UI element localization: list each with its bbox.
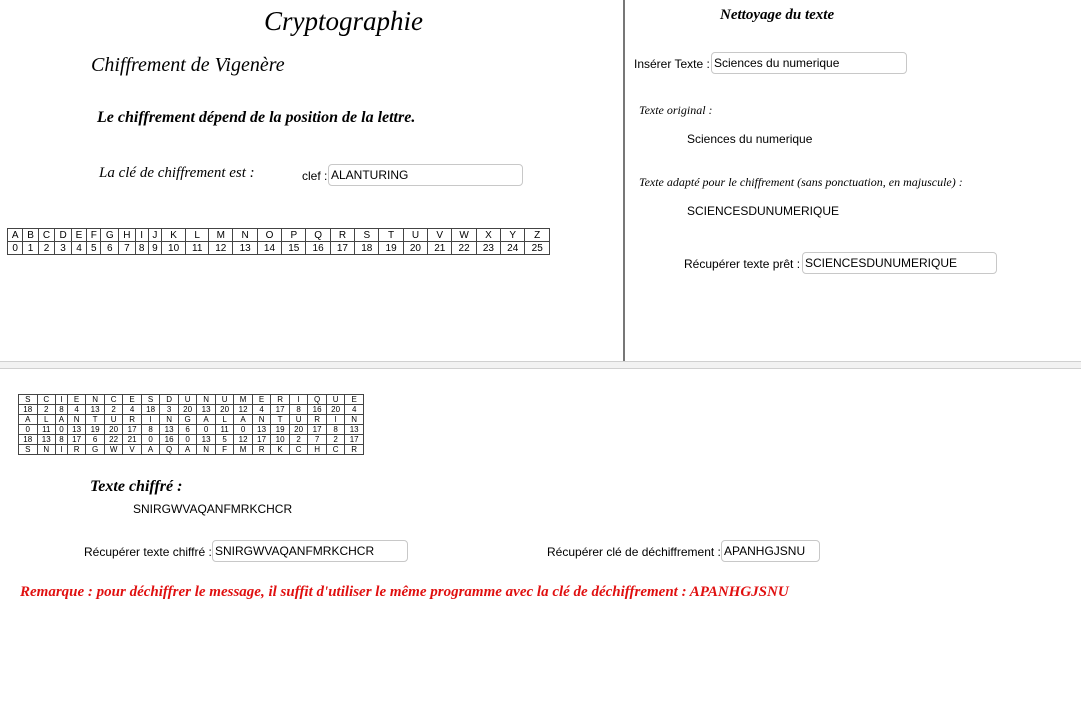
alphabet-letter-cell: R — [330, 229, 354, 242]
cipher-table-cell: 20 — [178, 405, 197, 415]
cipher-table-cell: Q — [160, 445, 179, 455]
cipher-table-cell: I — [56, 445, 68, 455]
cipher-table-cell: A — [197, 415, 216, 425]
alphabet-number-cell: 19 — [379, 242, 403, 255]
alphabet-letter-cell: A — [8, 229, 23, 242]
cipher-table-cell: G — [178, 415, 197, 425]
alphabet-letter-cell: W — [452, 229, 476, 242]
cipher-table-cell: E — [345, 395, 364, 405]
cipher-table-cell: R — [67, 445, 86, 455]
cipher-table-cell: N — [197, 395, 216, 405]
alphabet-numbers-row — [8, 242, 550, 255]
alphabet-number-cell: 21 — [428, 242, 452, 255]
cipher-table-cell: 17 — [252, 435, 271, 445]
cipher-table-cell: C — [289, 445, 308, 455]
cipher-table-cell: A — [19, 415, 38, 425]
cipher-table-cell: H — [308, 445, 327, 455]
alphabet-number-cell: 20 — [403, 242, 427, 255]
cipher-table-cell: 17 — [345, 435, 364, 445]
cipher-table-cell: C — [326, 445, 345, 455]
cipher-table-cell: N — [345, 415, 364, 425]
cipher-table-cell: 22 — [104, 435, 123, 445]
cipher-table — [18, 394, 364, 455]
cipher-table-cell: 0 — [234, 425, 253, 435]
cipher-table-cell: 4 — [345, 405, 364, 415]
cipher-table-cell: 3 — [160, 405, 179, 415]
cipher-table-cell: T — [86, 415, 105, 425]
cipher-table-cell: 0 — [141, 435, 160, 445]
cipher-table-cell: U — [104, 415, 123, 425]
insert-text-input[interactable]: Sciences du numerique — [711, 52, 907, 74]
alphabet-letter-cell: L — [186, 229, 209, 242]
cipher-table-cell: 13 — [160, 425, 179, 435]
cipher-table-cell: 2 — [326, 435, 345, 445]
cipher-table-cell: 18 — [19, 435, 38, 445]
cipher-table-cell: 17 — [67, 435, 86, 445]
get-cipher-input[interactable]: SNIRGWVAQANFMRKCHCR — [212, 540, 408, 562]
cipher-table-cell: 13 — [86, 405, 105, 415]
alphabet-table — [7, 228, 550, 255]
cipher-table-cell: 20 — [215, 405, 234, 415]
cipher-table-cell: R — [308, 415, 327, 425]
alphabet-number-cell: 3 — [55, 242, 72, 255]
alphabet-number-cell: 0 — [8, 242, 23, 255]
cipher-table-cell: I — [141, 415, 160, 425]
alphabet-number-cell: 6 — [101, 242, 119, 255]
cipher-table-cell: 8 — [141, 425, 160, 435]
cipher-table-cell: I — [289, 395, 308, 405]
alphabet-letter-cell: Q — [306, 229, 330, 242]
alphabet-letter-cell: P — [282, 229, 306, 242]
remark-text: Remarque : pour déchiffrer le message, il suffit d'utiliser le même programme avec la clé de déchiffrement : APANHGJSNU — [20, 584, 789, 600]
cipher-table-cell: 4 — [252, 405, 271, 415]
cipher-table-cell: E — [123, 395, 142, 405]
adapted-text-label: Texte adapté pour le chiffrement (sans ponctuation, en majuscule) : — [639, 175, 963, 189]
alphabet-letter-cell: T — [379, 229, 403, 242]
cipher-table-cell: 10 — [271, 435, 290, 445]
cipher-table-cell: 19 — [86, 425, 105, 435]
cipher-table-cell: Q — [308, 395, 327, 405]
alphabet-letter-cell: V — [428, 229, 452, 242]
get-key-label: Récupérer clé de déchiffrement : — [547, 545, 721, 559]
cipher-table-cell: E — [252, 395, 271, 405]
alphabet-number-cell: 5 — [87, 242, 101, 255]
cipher-text-value: SNIRGWVAQANFMRKCHCR — [133, 502, 293, 516]
cipher-table-cell: 20 — [326, 405, 345, 415]
cipher-table-cell: 0 — [197, 425, 216, 435]
cipher-table-cell: I — [56, 395, 68, 405]
alphabet-letter-cell: S — [355, 229, 379, 242]
cipher-table-cell: 12 — [234, 435, 253, 445]
alphabet-letter-cell: Y — [501, 229, 525, 242]
cipher-table-cell: C — [104, 395, 123, 405]
cipher-table-cell: N — [67, 415, 86, 425]
ready-text-input[interactable]: SCIENCESDUNUMERIQUE — [802, 252, 997, 274]
alphabet-number-cell: 23 — [476, 242, 500, 255]
cipher-table-cell: N — [252, 415, 271, 425]
cipher-table-cell: R — [252, 445, 271, 455]
cipher-table-cell: I — [326, 415, 345, 425]
alphabet-letter-cell: Z — [525, 229, 550, 242]
alphabet-letter-cell: X — [476, 229, 500, 242]
cipher-table-row — [19, 445, 364, 455]
vertical-divider — [623, 0, 625, 361]
cipher-table-cell: S — [141, 395, 160, 405]
alphabet-letter-cell: F — [87, 229, 101, 242]
cipher-table-cell: N — [37, 445, 56, 455]
cipher-table-cell: M — [234, 445, 253, 455]
cipher-table-cell: N — [86, 395, 105, 405]
alphabet-letter-cell: H — [119, 229, 136, 242]
alphabet-letter-cell: J — [148, 229, 161, 242]
cipher-table-cell: 4 — [67, 405, 86, 415]
cipher-table-cell: 12 — [234, 405, 253, 415]
alphabet-number-cell: 15 — [282, 242, 306, 255]
cipher-table-cell: G — [86, 445, 105, 455]
subtitle: Chiffrement de Vigenère — [91, 54, 285, 76]
cipher-table-cell: 19 — [271, 425, 290, 435]
cipher-table-cell: 13 — [345, 425, 364, 435]
cleaning-title: Nettoyage du texte — [720, 7, 835, 23]
alphabet-number-cell: 2 — [38, 242, 55, 255]
cipher-table-cell: 21 — [123, 435, 142, 445]
cipher-table-cell: 13 — [197, 405, 216, 415]
cipher-table-cell: L — [215, 415, 234, 425]
cipher-table-row — [19, 405, 364, 415]
alphabet-number-cell: 7 — [119, 242, 136, 255]
alphabet-number-cell: 1 — [23, 242, 38, 255]
cipher-table-cell: A — [178, 445, 197, 455]
cipher-table-cell: U — [178, 395, 197, 405]
cipher-table-cell: 4 — [123, 405, 142, 415]
cipher-table-row — [19, 435, 364, 445]
alphabet-number-cell: 24 — [501, 242, 525, 255]
cipher-table-cell: 8 — [289, 405, 308, 415]
cipher-table-cell: 18 — [19, 405, 38, 415]
cipher-table-cell: T — [271, 415, 290, 425]
cipher-table-cell: 17 — [308, 425, 327, 435]
alphabet-number-cell: 22 — [452, 242, 476, 255]
alphabet-number-cell: 4 — [71, 242, 86, 255]
cipher-table-cell: 2 — [289, 435, 308, 445]
cipher-table-cell: R — [123, 415, 142, 425]
cipher-table-cell: R — [345, 445, 364, 455]
key-sentence: La clé de chiffrement est : — [99, 165, 255, 181]
cipher-table-cell: 7 — [308, 435, 327, 445]
get-cipher-label: Récupérer texte chiffré : — [84, 545, 212, 559]
cipher-table-cell: 11 — [37, 425, 56, 435]
cipher-table-cell: 13 — [37, 435, 56, 445]
alphabet-number-cell: 18 — [355, 242, 379, 255]
alphabet-letter-cell: D — [55, 229, 72, 242]
horizontal-divider — [0, 361, 1081, 369]
page-title: Cryptographie — [264, 6, 423, 36]
alphabet-number-cell: 11 — [186, 242, 209, 255]
original-text-value: Sciences du numerique — [687, 132, 813, 146]
alphabet-letter-cell: E — [71, 229, 86, 242]
cipher-table-cell: 11 — [215, 425, 234, 435]
cipher-table-cell: A — [141, 445, 160, 455]
alphabet-letter-cell: G — [101, 229, 119, 242]
cipher-table-cell: U — [289, 415, 308, 425]
alphabet-letters-row — [8, 229, 550, 242]
cipher-table-row — [19, 415, 364, 425]
cipher-table-cell: 16 — [160, 435, 179, 445]
description-text: Le chiffrement dépend de la position de la lettre. — [97, 109, 416, 126]
key-label: clef : — [302, 169, 328, 183]
cipher-table-cell: 2 — [104, 405, 123, 415]
cipher-table-row — [19, 425, 364, 435]
cipher-table-cell: 6 — [86, 435, 105, 445]
cipher-table-cell: 2 — [37, 405, 56, 415]
cipher-table-cell: 5 — [215, 435, 234, 445]
cipher-table-cell: 13 — [197, 435, 216, 445]
alphabet-number-cell: 10 — [161, 242, 185, 255]
cipher-table-cell: 8 — [56, 405, 68, 415]
cipher-table-cell: S — [19, 445, 38, 455]
cipher-table-cell: 17 — [123, 425, 142, 435]
alphabet-number-cell: 9 — [148, 242, 161, 255]
cipher-table-cell: C — [37, 395, 56, 405]
cipher-table-cell: 20 — [289, 425, 308, 435]
original-text-label: Texte original : — [639, 103, 713, 117]
cipher-table-row — [19, 395, 364, 405]
alphabet-letter-cell: I — [135, 229, 148, 242]
cipher-table-cell: V — [123, 445, 142, 455]
cipher-table-cell: 20 — [104, 425, 123, 435]
cipher-table-cell: R — [271, 395, 290, 405]
cipher-table-cell: 13 — [67, 425, 86, 435]
insert-text-label: Insérer Texte : — [634, 57, 710, 71]
alphabet-letter-cell: M — [209, 229, 233, 242]
ready-text-label: Récupérer texte prêt : — [684, 257, 801, 271]
cipher-table-cell: 13 — [252, 425, 271, 435]
cipher-table-cell: E — [67, 395, 86, 405]
key-input[interactable]: ALANTURING — [328, 164, 523, 186]
cipher-table-cell: F — [215, 445, 234, 455]
alphabet-number-cell: 12 — [209, 242, 233, 255]
alphabet-number-cell: 17 — [330, 242, 354, 255]
cipher-table-cell: L — [37, 415, 56, 425]
cipher-table-cell: 0 — [178, 435, 197, 445]
alphabet-number-cell: 25 — [525, 242, 550, 255]
cipher-table-cell: N — [160, 415, 179, 425]
cipher-table-cell: W — [104, 445, 123, 455]
cipher-table-cell: D — [160, 395, 179, 405]
adapted-text-value: SCIENCESDUNUMERIQUE — [687, 204, 840, 218]
cipher-table-cell: 0 — [19, 425, 38, 435]
alphabet-letter-cell: O — [257, 229, 281, 242]
cipher-text-label: Texte chiffré : — [90, 478, 183, 495]
cipher-table-cell: 8 — [326, 425, 345, 435]
cipher-table-cell: A — [56, 415, 68, 425]
alphabet-letter-cell: K — [161, 229, 185, 242]
cipher-table-cell: 16 — [308, 405, 327, 415]
alphabet-letter-cell: B — [23, 229, 38, 242]
cipher-table-cell: U — [215, 395, 234, 405]
cipher-table-cell: 8 — [56, 435, 68, 445]
cipher-table-cell: N — [197, 445, 216, 455]
alphabet-letter-cell: C — [38, 229, 55, 242]
cipher-table-cell: 0 — [56, 425, 68, 435]
alphabet-number-cell: 14 — [257, 242, 281, 255]
alphabet-letter-cell: U — [403, 229, 427, 242]
cipher-table-cell: A — [234, 415, 253, 425]
cipher-table-cell: 18 — [141, 405, 160, 415]
cipher-table-cell: S — [19, 395, 38, 405]
cipher-table-cell: 6 — [178, 425, 197, 435]
cipher-table-cell: 17 — [271, 405, 290, 415]
cipher-table-cell: K — [271, 445, 290, 455]
cipher-table-cell: M — [234, 395, 253, 405]
alphabet-number-cell: 8 — [135, 242, 148, 255]
cipher-table-cell: U — [326, 395, 345, 405]
alphabet-number-cell: 13 — [233, 242, 257, 255]
alphabet-letter-cell: N — [233, 229, 257, 242]
alphabet-number-cell: 16 — [306, 242, 330, 255]
get-key-input[interactable]: APANHGJSNU — [721, 540, 820, 562]
